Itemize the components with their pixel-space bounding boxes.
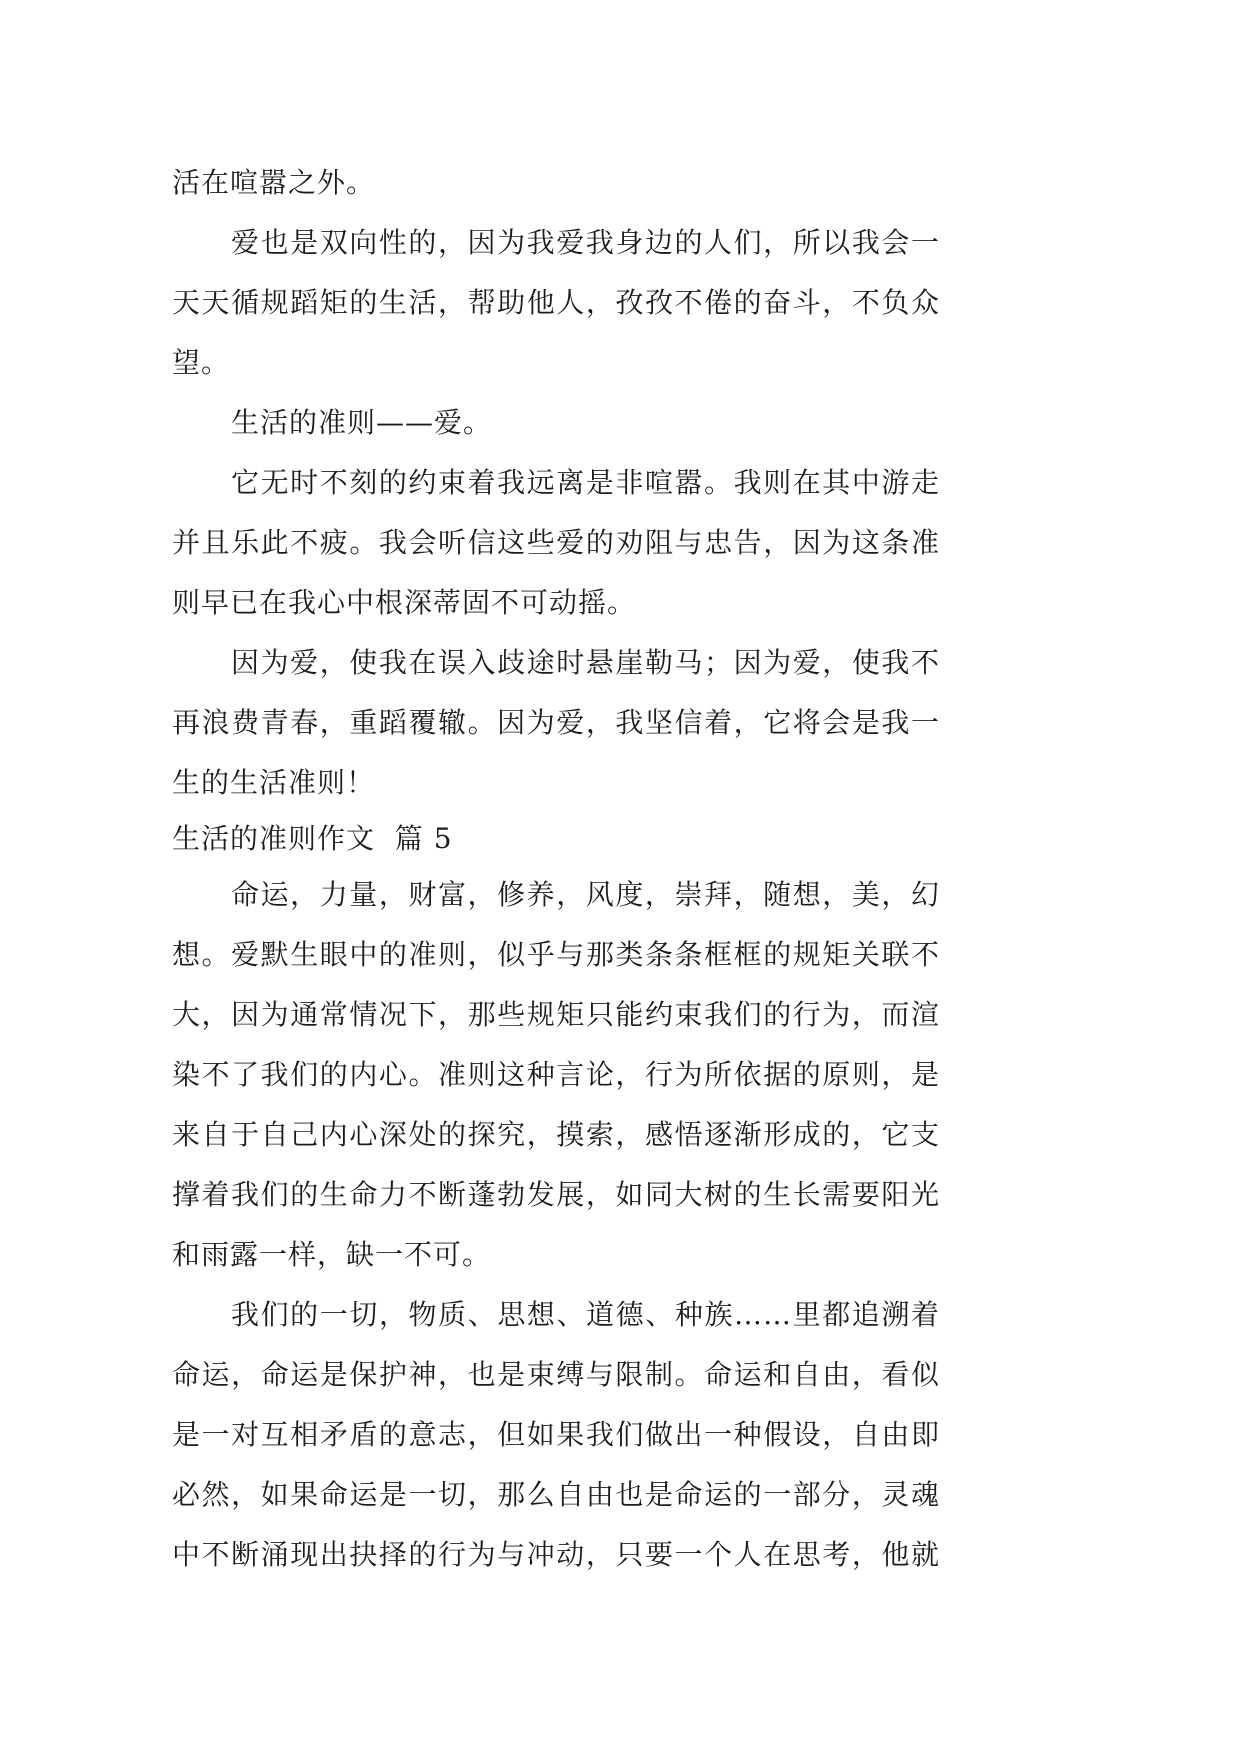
section-heading: 生活的准则作文 篇 5 [172, 822, 453, 855]
text-line: 生的生活准则！ [172, 766, 376, 799]
paragraph [172, 393, 940, 453]
text-line: 必然，如果命运是一切，那么自由也是命运的一部分，灵魂 [172, 1478, 940, 1511]
text-line: 爱也是双向性的，因为我爱我身边的人们，所以我会一 [231, 226, 940, 259]
paragraph [172, 453, 940, 633]
text-line: 并且乐此不疲。我会听信这些爱的劝阻与忠告，因为这条准 [172, 526, 940, 559]
text-line: 再浪费青春，重蹈覆辙。因为爱，我坚信着，它将会是我一 [172, 706, 940, 739]
text-line: 则早已在我心中根深蒂固不可动摇。 [172, 586, 637, 619]
text-line: 撑着我们的生命力不断蓬勃发展，如同大树的生长需要阳光 [172, 1178, 940, 1211]
text-line: 命运，命运是保护神，也是束缚与限制。命运和自由，看似 [172, 1358, 940, 1391]
paragraph [172, 865, 940, 1285]
paragraph [172, 153, 940, 213]
text-line: 活在喧嚣之外。 [172, 166, 376, 199]
text-line: 命运，力量，财富，修养，风度，崇拜，随想，美，幻 [231, 878, 940, 911]
paragraph [172, 213, 940, 393]
text-line: 因为爱，使我在误入歧途时悬崖勒马；因为爱，使我不 [231, 646, 940, 679]
paragraph [172, 633, 940, 813]
text-line: 中不断涌现出抉择的行为与冲动，只要一个人在思考，他就 [172, 1538, 940, 1571]
text-line: 是一对互相矛盾的意志，但如果我们做出一种假设，自由即 [172, 1418, 940, 1451]
text-line: 染不了我们的内心。准则这种言论，行为所依据的原则，是 [172, 1058, 940, 1091]
text-line: 我们的一切，物质、思想、道德、种族……里都追溯着 [231, 1298, 940, 1331]
document-body [172, 153, 940, 1585]
text-line: 天天循规蹈矩的生活，帮助他人，孜孜不倦的奋斗，不负众 [172, 286, 940, 319]
text-line: 它无时不刻的约束着我远离是非喧嚣。我则在其中游走 [231, 466, 940, 499]
text-line: 生活的准则——爱。 [231, 406, 493, 439]
paragraph [172, 1285, 940, 1585]
text-line: 望。 [172, 346, 231, 379]
text-line: 想。爱默生眼中的准则，似乎与那类条条框框的规矩关联不 [172, 938, 940, 971]
text-line: 来自于自己内心深处的探究，摸索，感悟逐渐形成的，它支 [172, 1118, 940, 1151]
text-line: 和雨露一样，缺一不可。 [172, 1238, 492, 1271]
text-line: 大，因为通常情况下，那些规矩只能约束我们的行为，而渲 [172, 998, 940, 1031]
